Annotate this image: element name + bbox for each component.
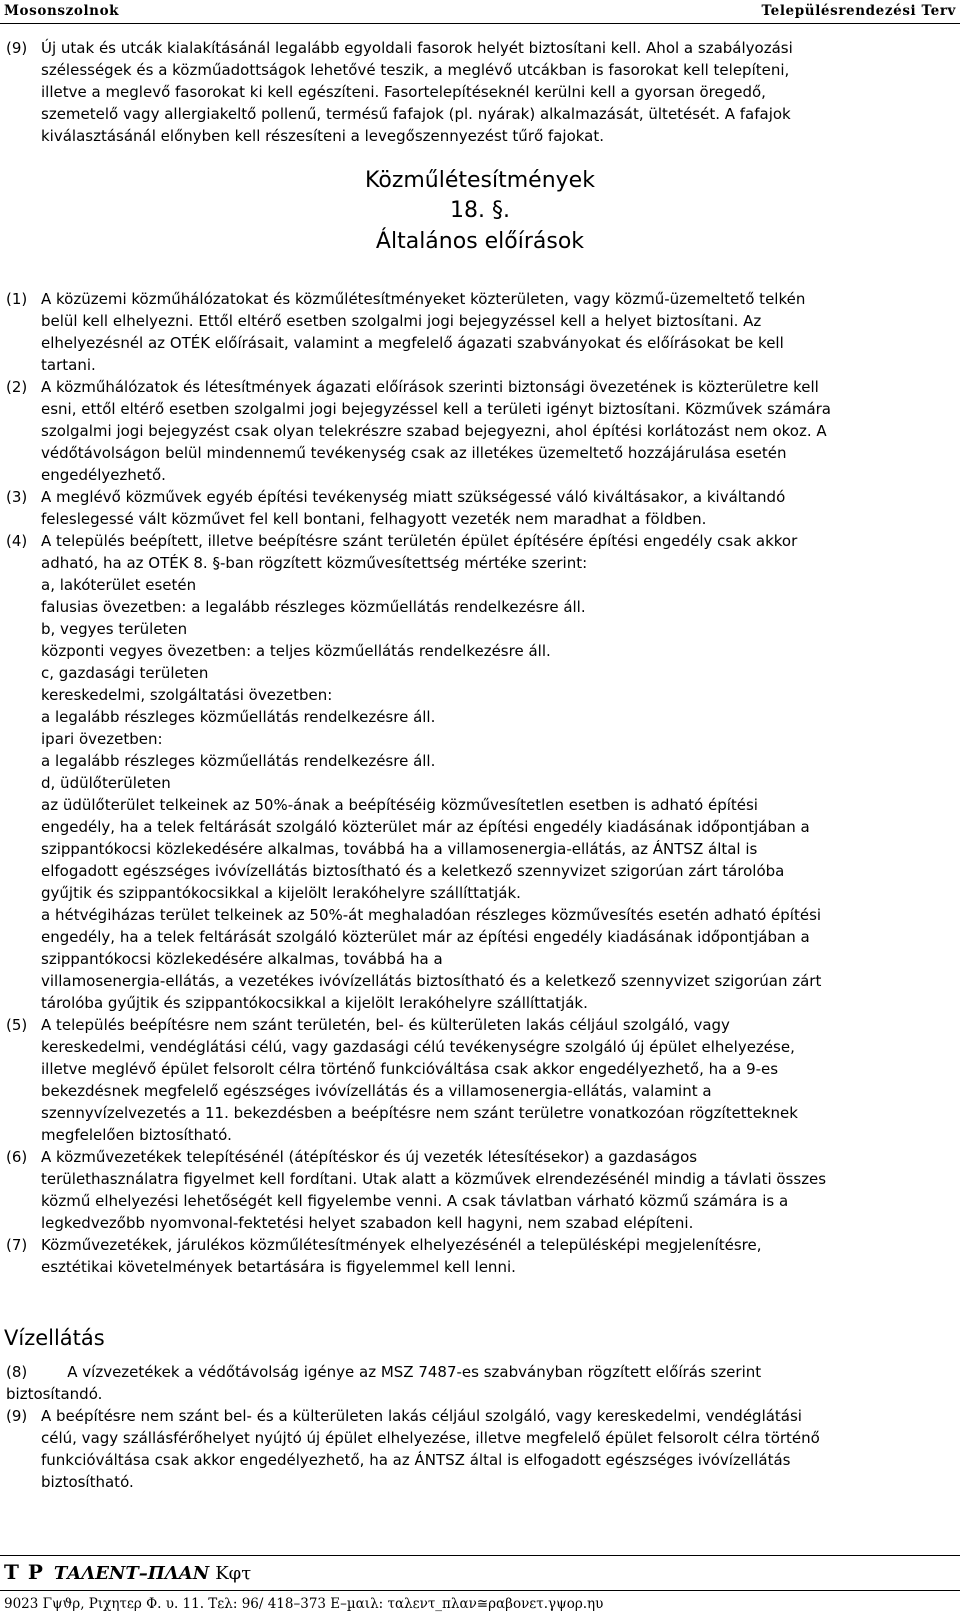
paragraph-line: Új utak és utcák kialakításánál legalább egyoldali fasorok helyét biztosítani kell. Ahol a szabályozási bbox=[41, 39, 793, 57]
paragraph-line: engedélyezhető. bbox=[41, 466, 166, 484]
paragraph-line: A közműhálózatok és létesítmények ágazati előírások szerinti biztonsági övezetének is közterületre kell bbox=[41, 378, 819, 396]
paragraph-line: engedély, ha a telek feltárását szolgáló közterület már az építési engedély kiadásának időpontjában a bbox=[41, 818, 810, 836]
paragraph-number: (3) bbox=[6, 488, 28, 506]
paragraph-line: elfogadott egészséges ivóvízellátás biztosítható és a keletkező szennyvizet szigorúan zárt tárolóba bbox=[41, 862, 785, 880]
paragraph-line: szolgalmi jogi bejegyzést csak olyan telekrészre szabad bejegyezni, ahol építési korlátozást nem okoz. A bbox=[41, 422, 827, 440]
paragraph-line: b, vegyes területen bbox=[41, 620, 188, 638]
paragraph-line: bekezdésnek megfelelő egészséges ivóvízellátás és a villamosenergia-ellátás, valamint a bbox=[41, 1082, 712, 1100]
paragraph-line: szemetelő vagy allergiakeltő pollenű, termésű fafajok (pl. nyárak) alkalmazását, ültetését. A fafajok bbox=[41, 105, 791, 123]
paragraph-line: közmű elhelyezési lehetőségét kell figyelembe venni. A csak távlatban várható közmű számára is a bbox=[41, 1192, 789, 1210]
footer-rule-middle bbox=[0, 1590, 960, 1591]
footer-address: 9023 Γψϑρ, Ριχητερ Φ. υ. 11. Τελ: 96/ 418–373 Ε–µαιλ: ταλεντ_πλαν≅ραβονετ.γψορ.ηυ bbox=[4, 1596, 604, 1612]
paragraph-number: (4) bbox=[6, 532, 28, 550]
paragraph-line: A meglévő közművek egyéb építési tevékenység miatt szükségessé váló kiváltásakor, a kiváltandó bbox=[41, 488, 786, 506]
paragraph-line: kereskedelmi, szolgáltatási övezetben: bbox=[41, 686, 333, 704]
general-provisions bbox=[6, 288, 956, 1278]
footer-company-logo bbox=[4, 1560, 251, 1584]
paragraph-line: A település beépítésre nem szánt területén, bel- és külterületen lakás céljául szolgáló, vagy bbox=[41, 1016, 730, 1034]
logo-initials: T P bbox=[4, 1560, 44, 1584]
paragraph-line: A közüzemi közműhálózatokat és közműlétesítményeket közterületen, vagy közmű-üzemeltető telkén bbox=[41, 290, 806, 308]
paragraph-line: szippantókocsi közlekedésére alkalmas, továbbá ha a villamosenergia-ellátás, az ÁNTSZ által is bbox=[41, 840, 758, 858]
paragraph-line: esni, ettől eltérő esetben szolgalmi jogi bejegyzéssel kell a területi igényt biztosítani. Közművek számára bbox=[41, 400, 831, 418]
paragraph-8-water bbox=[6, 1361, 956, 1405]
paragraph-line: villamosenergia-ellátás, a vezetékes ivóvízellátás biztosítható és a keletkező szennyvizet szigorúan zárt bbox=[41, 972, 822, 990]
paragraph-number: (6) bbox=[6, 1148, 28, 1166]
paragraph-line: a legalább részleges közműellátás rendelkezésre áll. bbox=[41, 752, 436, 770]
paragraph-line: az üdülőterület telkeinek az 50%-ának a beépítéséig közművesítetlen esetben is adható építési bbox=[41, 796, 758, 814]
paragraph-number: (9) bbox=[6, 39, 28, 57]
paragraph-line: feleslegessé vált közművet fel kell bontani, felhagyott vezeték nem maradhat a földben. bbox=[41, 510, 707, 528]
paragraph-line: adható, ha az OTÉK 8. §-ban rögzített közművesítettség mértéke szerint: bbox=[41, 554, 588, 572]
paragraph-line: tartani. bbox=[41, 356, 96, 374]
paragraph-line: A település beépített, illetve beépítésre szánt területén épület építésére építési engedély csak akkor bbox=[41, 532, 798, 550]
paragraph-9-water bbox=[6, 1405, 956, 1493]
paragraph-line: belül kell elhelyezni. Ettől eltérő esetben szolgalmi jogi bejegyzéssel kell a helyet biztosítani. Az bbox=[41, 312, 762, 330]
paragraph-7 bbox=[6, 1234, 956, 1278]
paragraph-line: legkedvezőbb nyomvonal-fektetési helyet szabadon kell hagyni, nem szabad elépíteni. bbox=[41, 1214, 694, 1232]
paragraph-line: A vízvezetékek a védőtávolság igénye az MSZ 7487-es szabványban rögzített előírás szerint bbox=[67, 1363, 762, 1381]
paragraph-line: biztosítandó. bbox=[6, 1385, 103, 1403]
paragraph-line: esztétikai követelmények betartására is figyelemmel kell lenni. bbox=[41, 1258, 516, 1276]
paragraph-3 bbox=[6, 486, 956, 530]
paragraph-line: a legalább részleges közműellátás rendelkezésre áll. bbox=[41, 708, 436, 726]
paragraph-line: funkcióváltása csak akkor engedélyezhető, ha az ÁNTSZ által is elfogadott egészséges ivóvízellátás bbox=[41, 1451, 791, 1469]
paragraph-number: (5) bbox=[6, 1016, 28, 1034]
section-number: 18. §. bbox=[450, 198, 510, 223]
paragraph-line: tárolóba gyűjtik és szippantókocsikkal a kijelölt lerakóhelyre szállíttatják. bbox=[41, 994, 588, 1012]
paragraph-line: a, lakóterület esetén bbox=[41, 576, 197, 594]
paragraph-line: illetve meglévő épület felsorolt célra történő funkcióváltása csak akkor engedélyezhető, ha a 9-es bbox=[41, 1060, 779, 1078]
section-subtitle: Általános előírások bbox=[375, 229, 585, 254]
water-supply-block bbox=[6, 1361, 956, 1493]
paragraph-line: központi vegyes övezetben: a teljes közműellátás rendelkezésre áll. bbox=[41, 642, 551, 660]
paragraph-9-trees bbox=[6, 37, 956, 147]
water-supply-heading: Vízellátás bbox=[4, 1326, 105, 1350]
paragraph-line: szennyvízelvezetés a 11. bekezdésben a beépítésre nem szánt területre vonatkozóan rögzítetteknek bbox=[41, 1104, 798, 1122]
section-title: Közműlétesítmények bbox=[365, 168, 595, 193]
paragraph-line: elhelyezésnél az OTÉK előírásait, valamint a megfelelő ágazati szabványokat és előírásokat be kell bbox=[41, 334, 784, 352]
paragraph-number: (9) bbox=[6, 1407, 28, 1425]
paragraph-line: falusias övezetben: a legalább részleges közműellátás rendelkezésre áll. bbox=[41, 598, 586, 616]
paragraph-1 bbox=[6, 288, 956, 376]
paragraph-line: megfelelően biztosítható. bbox=[41, 1126, 232, 1144]
paragraph-4 bbox=[6, 530, 956, 1014]
header-municipality: Mosonszolnok bbox=[4, 3, 120, 19]
logo-company-name: ΤΑΛΕΝΤ–ΠΛΑΝ bbox=[53, 1563, 210, 1584]
paragraph-2 bbox=[6, 376, 956, 486]
header-rule bbox=[0, 23, 960, 24]
paragraph-line: gyűjtik és szippantókocsikkal a kijelölt lerakóhelyre szállíttatják. bbox=[41, 884, 521, 902]
paragraph-line: d, üdülőterületen bbox=[41, 774, 171, 792]
paragraph-5 bbox=[6, 1014, 956, 1146]
paragraph-line: célú, vagy szállásférőhelyet nyújtó új épület elhelyezése, illetve megfelelő épület felsorolt célra történő bbox=[41, 1429, 820, 1447]
page-header bbox=[0, 3, 960, 21]
paragraph-line: illetve a meglevő fasorokat ki kell egészíteni. Fasortelepítéseknél kerülni kell a gyorsan öregedő, bbox=[41, 83, 766, 101]
paragraph-line: A beépítésre nem szánt bel- és a külterületen lakás céljául szolgáló, vagy kereskedelmi, vendéglátási bbox=[41, 1407, 802, 1425]
paragraph-line: területhasználatra figyelmet kell fordítani. Utak alatt a közművek elrendezésénél mindig a távlati összes bbox=[41, 1170, 827, 1188]
paragraph-line: kereskedelmi, vendéglátási célú, vagy gazdasági célú tevékenységre szolgáló új épület elhelyezése, bbox=[41, 1038, 795, 1056]
paragraph-line: szippantókocsi közlekedésére alkalmas, továbbá ha a bbox=[41, 950, 443, 968]
paragraph-line: c, gazdasági területen bbox=[41, 664, 209, 682]
paragraph-number: (1) bbox=[6, 290, 28, 308]
paragraph-line: ipari övezetben: bbox=[41, 730, 163, 748]
footer-rule-top bbox=[0, 1555, 960, 1556]
paragraph-line: a hétvégiházas terület telkeinek az 50%-át meghaladóan részleges közművesítés esetén adható építési bbox=[41, 906, 822, 924]
paragraph-line: A közművezetékek telepítésénél (átépítéskor és új vezeték létesítésekor) a gazdaságos bbox=[41, 1148, 698, 1166]
paragraph-line: biztosítható. bbox=[41, 1473, 134, 1491]
paragraph-number: (7) bbox=[6, 1236, 28, 1254]
paragraph-line: kiválasztásánál előnyben kell részesíteni a levegőszennyezést tűrő fajokat. bbox=[41, 127, 605, 145]
header-document-title: Településrendezési Terv bbox=[761, 3, 956, 19]
paragraph-line: engedély, ha a telek feltárását szolgáló közterület már az építési engedély kiadásának időpontjában a bbox=[41, 928, 810, 946]
paragraph-line: szélességek és a közműadottságok lehetővé teszik, a meglévő utcákban is fasorokat kell telepíteni, bbox=[41, 61, 790, 79]
paragraph-6 bbox=[6, 1146, 956, 1234]
paragraph-line: védőtávolságon belül mindennemű tevékenység csak az illetékes üzemeltető hozzájárulása esetén bbox=[41, 444, 787, 462]
logo-company-form: Κφτ bbox=[215, 1563, 252, 1584]
paragraph-number: (8) bbox=[6, 1363, 28, 1381]
paragraph-number: (2) bbox=[6, 378, 28, 396]
intro-block bbox=[6, 37, 956, 147]
paragraph-line: Közművezetékek, járulékos közműlétesítmények elhelyezésénél a településképi megjelenítésre, bbox=[41, 1236, 762, 1254]
